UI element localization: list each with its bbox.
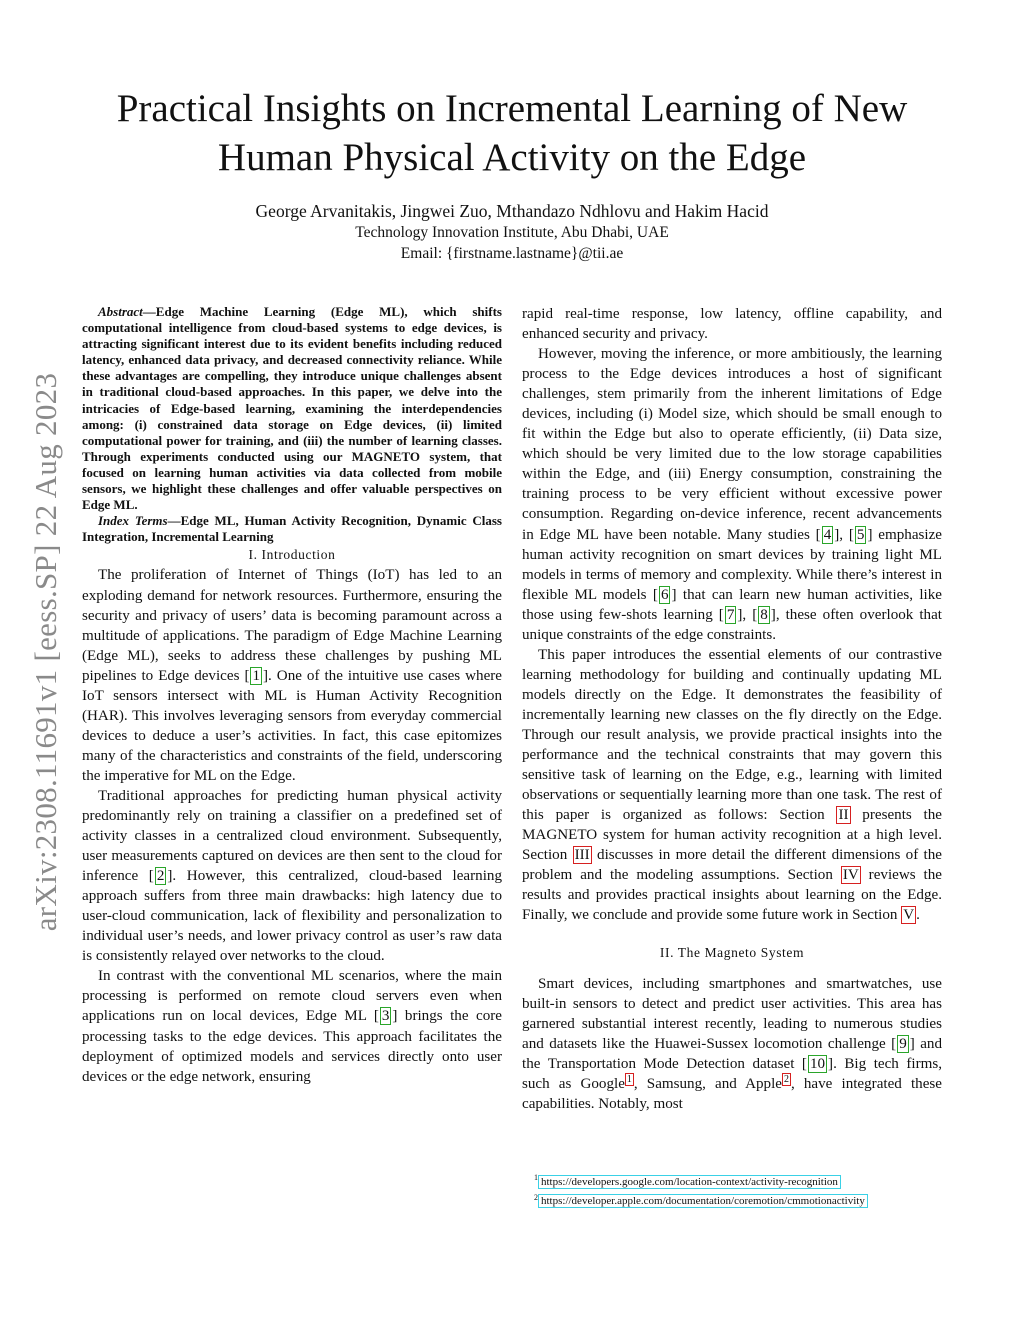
citation-link[interactable]: 4 xyxy=(823,526,832,543)
section-link[interactable]: II xyxy=(838,807,849,824)
section-link[interactable]: III xyxy=(574,847,590,864)
section-heading-magneto-text: II. The Magneto System xyxy=(659,945,805,961)
arxiv-identifier-text: arXiv:2308.11691v1 [eess.SP] 22 Aug 2023 xyxy=(28,372,63,932)
intro-text: The proliferation of Internet of Things (IoT) has led to an exploding demand for network resources. Furthermore, ensuring the security and privacy of users’ data is becoming paramount across a multitude of applications. The paradigm of Edge Machine Learning (Edge ML), seeks to address these challenges by pushing ML pipelines to Edge devices xyxy=(82,567,502,684)
footnotes xyxy=(534,1170,944,1209)
footnote-2 xyxy=(534,1190,944,1210)
separator: , xyxy=(839,526,849,543)
intro-paragraph-2: Traditional approaches for predicting human physical activity predominantly rely on training a classifier on a predefined set of activity classes in a centralized cloud environment. Subsequently, user measurements captured on devices are then sent to the cloud for inference [ 2 ]. However, this centralized, cloud-based learning approach suffers from three main drawbacks: high latency due to user-cloud communication, lack of flexibility and personalization to individual user’s needs, and lower privacy control as user’s raw data is consistently relayed over networks to the cloud. xyxy=(82,787,502,965)
citation-link[interactable]: 9 xyxy=(899,1035,907,1052)
footnote-link[interactable]: 1 xyxy=(626,1073,632,1085)
body-text: . xyxy=(916,907,920,924)
body-text: , these often overlook that unique constraints of the edge constraints. xyxy=(522,606,942,643)
abstract-text: —Edge Machine Learning (Edge ML), which shifts computational intelligence from cloud-based systems to edge devices, is attracting significant interest due to its evident benefits including reduced latency, enhanced data privacy, and decreased connectivity reliance. While these advantages are compelling, they introduce unique challenges absent in traditional cloud-based approaches. In this paper, we delve into the intricacies of Edge-based learning, examining the interdependencies among: (i) constrained data storage on Edge devices, (ii) limited computational power for training, and (iii) the number of learning classes. Through experiments conducted using our MAGNETO system, that focused on learning human activities via data collected from mobile sensors, we highlight these challenges and offer valuable perspectives on Edge ML. xyxy=(82,304,502,513)
body-text: . Big tech firms, such as Google xyxy=(522,1055,942,1092)
section-heading-magneto xyxy=(522,943,942,963)
citation-link[interactable]: 8 xyxy=(760,606,768,623)
citation-link[interactable]: 1 xyxy=(252,667,261,684)
intro-paragraph-5 xyxy=(522,645,942,926)
intro-paragraph-3: In contrast with the conventional ML scenarios, where the main processing is performed on remote cloud servers even when applications run on local devices, Edge ML [ 3 ] brings the core processing tasks to the edge devices. This approach facilitates the deployment of optimized models and services directly onto user devices or the edge network, ensuring xyxy=(82,968,502,1085)
right-column xyxy=(522,304,942,1114)
body-text: rapid real-time response, low latency, offline capability, and enhanced security and privacy. xyxy=(522,306,942,343)
body-text: that can learn new human activities, like those using few-shots learning xyxy=(522,586,942,623)
abstract-label: Abstract xyxy=(98,304,143,319)
body-text: , Samsung, and Apple xyxy=(633,1075,782,1092)
citation-link[interactable]: 10 xyxy=(809,1055,826,1072)
footnote-link[interactable]: 2 xyxy=(784,1073,789,1085)
citation-link[interactable]: 5 xyxy=(856,526,865,543)
intro-continuation xyxy=(522,304,942,344)
author-list: George Arvanitakis, Jingwei Zuo, Mthandazo Ndhlovu and Hakim Hacid xyxy=(255,201,769,221)
body-text: , have integrated these capabilities. Notably, most xyxy=(522,1075,942,1112)
footnote-url-link[interactable]: https://developer.apple.com/documentation/coremotion/cmmotionactivity xyxy=(538,1194,868,1208)
intro-text: Traditional approaches for predicting human physical activity predominantly rely on training a classifier on a predefined set of activity classes in a centralized cloud environment. Subsequently, user measurements captured on devices are then sent to the cloud for inference xyxy=(82,787,502,885)
intro-text: In contrast with the conventional ML scenarios, where the main processing is performed on remote cloud servers even when applications run on local devices, Edge ML xyxy=(82,968,502,1025)
intro-text: . One of the intuitive use cases where IoT sensors intersect with ML is Human Activity Recognition (HAR). This involves leveraging sensors from everyday commercial devices to deduce a user’s activities. In fact, this case epitomizes many of the characteristics and constraints of the field, underscoring the imperative for ML on the Edge. xyxy=(82,667,502,784)
body-text: However, moving the inference, or more ambitiously, the learning process to the Edge devices introduces a host of significant challenges, stem primarily from the inherent limitations of Edge devices, including (i) Model size, which should be small enough to fit within the Edge but also to operate efficiently, (ii) Data size, which should be very limited due to the low storage capabilities within the Edge, and (iii) Energy consumption, constraining the training process to be very efficient without excessive power consumption. Regarding on-device inference, recent advancements in Edge ML have been notable. Many studies xyxy=(522,346,942,543)
intro-text: brings the core processing tasks to the edge devices. This approach facilitates the deployment of optimized models and services directly onto user devices or the edge network, ensuring xyxy=(82,1008,502,1085)
intro-paragraph-4: However, moving the inference, or more ambitiously, the learning process to the Edge devices introduces a host of significant challenges, stem primarily from the inherent limitations of Edge devices, including (i) Model size, which should be small enough to fit within the Edge but also to operate efficiently, (ii) Data size, which should be very limited due to the low storage capabilities within the Edge, and (iii) Energy consumption, constraining the training process to be very efficient without excessive power consumption. Regarding on-device inference, recent advancements in Edge ML have been notable. Many studies [ 4 ], [ 5 ] emphasize human activity recognition on smart devices by training light ML models in terms of memory and complexity. While there’s interest in flexible ML models [ 6 ] that can learn new human activities, like those using few-shots learning [ 7 ], [ 8 ], these often overlook that unique constraints of the edge constraints. xyxy=(522,346,942,643)
abstract xyxy=(82,304,502,513)
citation-link[interactable]: 3 xyxy=(381,1008,390,1025)
affiliation: Technology Innovation Institute, Abu Dhabi, UAE xyxy=(355,224,669,241)
footnote-mark: 2 xyxy=(534,1192,538,1202)
magneto-paragraph-1: Smart devices, including smartphones and smartwatches, use built-in sensors to detect and predict user activities. This area has garnered substantial interest recently, leading to numerous studies and datasets like the Huawei-Sussex locomotion challenge [ 9 ] and the Transportation Mode Detection dataset [ 10 ]. Big tech firms, such as Google $^1$ , Samsung, and Apple $^2$ , have integrated these capabilities. Notably, most xyxy=(522,975,942,1112)
section-heading-introduction xyxy=(82,545,502,565)
section-heading-introduction-text: I. Introduction xyxy=(248,547,336,563)
intro-text: . However, this centralized, cloud-based learning approach suffers from three main drawbacks: high latency due to user-cloud communication, lack of flexibility and personalization to individual user’s needs, and lower privacy control as user’s raw data is consistently relayed over networks to the cloud. xyxy=(82,868,502,965)
body-text: presents the MAGNETO system for human activity recognition at a high level. Section xyxy=(522,807,942,864)
footnote-1 xyxy=(534,1170,944,1190)
citation-link[interactable]: 6 xyxy=(660,586,669,603)
index-terms xyxy=(82,513,502,545)
contact-email: Email: {firstname.lastname}@tii.ae xyxy=(400,245,624,262)
body-text: and the Transportation Mode Detection dataset xyxy=(522,1035,942,1072)
separator: , xyxy=(742,606,753,623)
index-terms-label: Index Terms xyxy=(98,513,168,529)
body-text: Smart devices, including smartphones and smartwatches, use built-in sensors to detect and predict user activities. This area has garnered substantial interest recently, leading to numerous studies and datasets like the Huawei-Sussex locomotion challenge xyxy=(522,975,942,1052)
intro-paragraph-1: The proliferation of Internet of Things (IoT) has led to an exploding demand for network resources. Furthermore, ensuring the security and privacy of users’ data is becoming paramount across a multitude of applications. The paradigm of Edge Machine Learning (Edge ML), seeks to address these challenges by pushing ML pipelines to Edge devices [ 1 ]. One of the intuitive use cases where IoT sensors intersect with ML is Human Activity Recognition (HAR). This involves leveraging sensors from everyday commercial devices to deduce a user’s activities. In fact, this case epitomizes many of the characteristics and constraints of the field, underscoring the imperative for ML on the Edge. xyxy=(82,567,502,784)
citation-link[interactable]: 7 xyxy=(726,606,735,623)
section-link[interactable]: IV xyxy=(842,867,859,884)
arxiv-identifier xyxy=(26,344,66,960)
index-terms-text: —Edge ML, Human Activity Recognition, Dynamic Class Integration, Incremental Learning xyxy=(82,513,502,545)
section-link[interactable]: V xyxy=(903,907,915,924)
left-column xyxy=(82,304,502,1087)
citation-link[interactable]: 2 xyxy=(156,868,165,885)
body-text: emphasize human activity recognition on smart devices by training light ML models in terms of memory and complexity. While there’s interest in flexible ML models xyxy=(522,526,942,603)
paper-title: Practical Insights on Incremental Learning of New Human Physical Activity on the Edge xyxy=(116,87,908,179)
body-text: reviews the results and provides practical insights about learning on the Edge. Finally, we conclude and provide some future work in Section xyxy=(522,867,942,924)
footnote-url-link[interactable]: https://developers.google.com/location-context/activity-recognition xyxy=(538,1175,841,1189)
footnote-mark: 1 xyxy=(534,1173,538,1182)
body-text: discusses in more detail the different dimensions of the problem and the modeling assumptions. Section xyxy=(522,847,942,884)
body-text: This paper introduces the essential elements of our contrastive learning methodology for building and continually updating ML models directly on the Edge. It demonstrates the feasibility of incrementally learning new classes on the fly directly on the Edge. Through our result analysis, we provide practical insights into the performance and the technical constraints that may govern this sensitive task of learning on the Edge, e.g., learning with limited observations or sequentially learning more than one task. The rest of this paper is organized as follows: Section xyxy=(522,646,942,824)
